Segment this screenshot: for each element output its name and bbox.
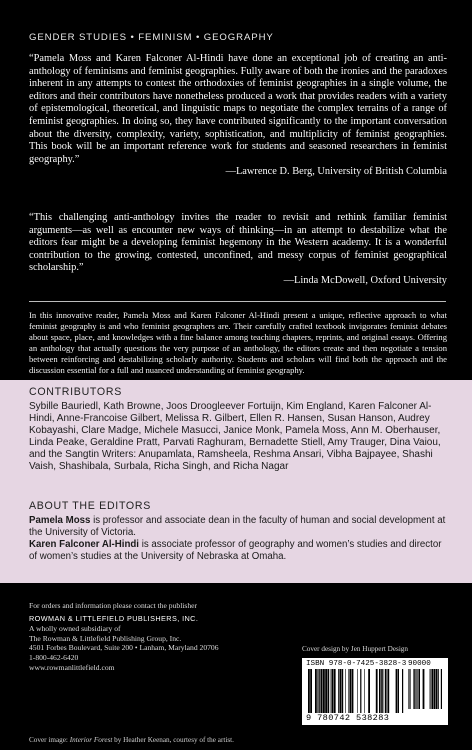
editor-name: Karen Falconer Al-Hindi bbox=[29, 538, 139, 550]
quote-attribution: —Lawrence D. Berg, University of British Columbia bbox=[225, 166, 447, 178]
barcode bbox=[302, 658, 448, 725]
endorsement-quote-1 bbox=[29, 53, 447, 179]
endorsement-quote-2 bbox=[29, 212, 447, 288]
publisher-parent: The Rowman & Littlefield Publishing Group, Inc. bbox=[29, 633, 182, 643]
price-code: 90000 bbox=[408, 660, 431, 668]
isbn-text: ISBN 978-0-7425-3828-3 bbox=[306, 660, 407, 668]
addon-barcode-bars bbox=[408, 669, 444, 709]
publisher-footer bbox=[0, 583, 472, 750]
cover-image-credit bbox=[29, 736, 234, 744]
quote-text: “This challenging anti-anthology invites the reader to revisit and rethink familiar feminist arguments—as well as encounter new ways of thinking—in an attempt to destabilize what the editors fear might be a developing feminist hegemony in the Western academy. It is a wonderful contribution to the growing, contested, unconfined, and messy corpus of feminist geographical scholarship.” bbox=[29, 212, 447, 274]
publisher-name: ROWMAN & LITTLEFIELD PUBLISHERS, INC. bbox=[29, 613, 199, 623]
contributors-heading: CONTRIBUTORS bbox=[29, 386, 122, 398]
editors-bios bbox=[29, 515, 449, 563]
book-description: In this innovative reader, Pamela Moss and Karen Falconer Al-Hindi present a unique, reflective approach to what feminist geography is and who feminist geographers are. Their carefully crafted textbook invigorates feminist debates about space, place, and knowledges with a fine balance among teaching chapters, reprints, and original essays. Offering an anthology that actually questions the very purpose of an anthology, the editors create and then negotiate a tension between reinforcing and destabilizing scholarly authority. Students and scholars will find both the approach and the discussion essential for a full and nuanced understanding of feminist geography. bbox=[29, 310, 447, 376]
quote-text: “Pamela Moss and Karen Falconer Al-Hindi have done an exceptional job of creating an anti-anthology of feminisms and feminist geographies. Fully aware of both the ironies and the paradoxes inherent in any attempts to contest the orthodoxies of feminist geographies in a single volume, the editors and their contributors have nonetheless produced a work that provides readers with a variety of epistemological, theoretical, and linguistic maps to negotiate the complex terrains of a range of feminist geographies. In doing so, they have contributed significantly to the important conversation about the diversity, complexity, variety, sophistication, and multiplicity of feminist geographies. This book will be an important reference work for students and seasoned researchers in feminist geography.” bbox=[29, 53, 447, 165]
publisher-intro: For orders and information please contact the publisher bbox=[29, 601, 198, 610]
publisher-subsidiary: A wholly owned subsidiary of bbox=[29, 624, 121, 634]
publisher-website: www.rowmanlittlefield.com bbox=[29, 662, 115, 672]
editors-heading: ABOUT THE EDITORS bbox=[29, 500, 151, 512]
contributors-panel bbox=[0, 380, 472, 583]
editor-name: Pamela Moss bbox=[29, 515, 91, 526]
credit-prefix: Cover image: bbox=[29, 736, 70, 744]
ean-barcode-bars bbox=[308, 669, 404, 713]
editor-bio-text: is professor and associate dean in the faculty of human and social development at the University of Victoria. bbox=[29, 515, 446, 538]
publisher-address: 4501 Forbes Boulevard, Suite 200 • Lanham, Maryland 20706 bbox=[29, 643, 219, 653]
credit-suffix: by Heather Keenan, courtesy of the artist. bbox=[112, 736, 234, 744]
quote-attribution: —Linda McDowell, Oxford University bbox=[283, 274, 447, 286]
editor-bio bbox=[29, 515, 449, 539]
ean-digits: 9 780742 538283 bbox=[306, 713, 390, 723]
artwork-title: Interior Forest bbox=[69, 736, 113, 744]
contributors-list: Sybille Bauriedl, Kath Browne, Joos Droogleever Fortuijn, Kim England, Karen Falconer Al-Hindi, Anne-Francoise Gilbert, Melissa R. Gilbert, Ellen R. Hansen, Susan Hanson, Audrey Kobayashi, Clare Madge, Michele Masucci, Janice Monk, Pamela Moss, Ann M. Oberhauser, Linda Peake, Geraldine Pratt, Parvati Raghuram, Bernadette Stiell, Amy Trauger, Dina Vaiou, and the Sangtin Writers: Anupamlata, Ramsheela, Reshma Ansari, Vibha Bajpayee, Shashi Vaish, Shashibala, Surbala, Richa Singh, and Richa Nagar bbox=[29, 401, 441, 473]
divider bbox=[29, 301, 446, 302]
cover-design-credit: Cover design by Jen Huppert Design bbox=[302, 645, 408, 653]
editor-bio-text: is associate professor of geography and women’s studies and director of women’s studies at the University of Nebraska at Omaha. bbox=[29, 538, 442, 562]
publisher-phone: 1-800-462-6420 bbox=[29, 652, 79, 662]
category-line: GENDER STUDIES • FEMINISM • GEOGRAPHY bbox=[29, 32, 274, 43]
editor-bio bbox=[29, 539, 449, 563]
publisher-info bbox=[29, 601, 289, 672]
